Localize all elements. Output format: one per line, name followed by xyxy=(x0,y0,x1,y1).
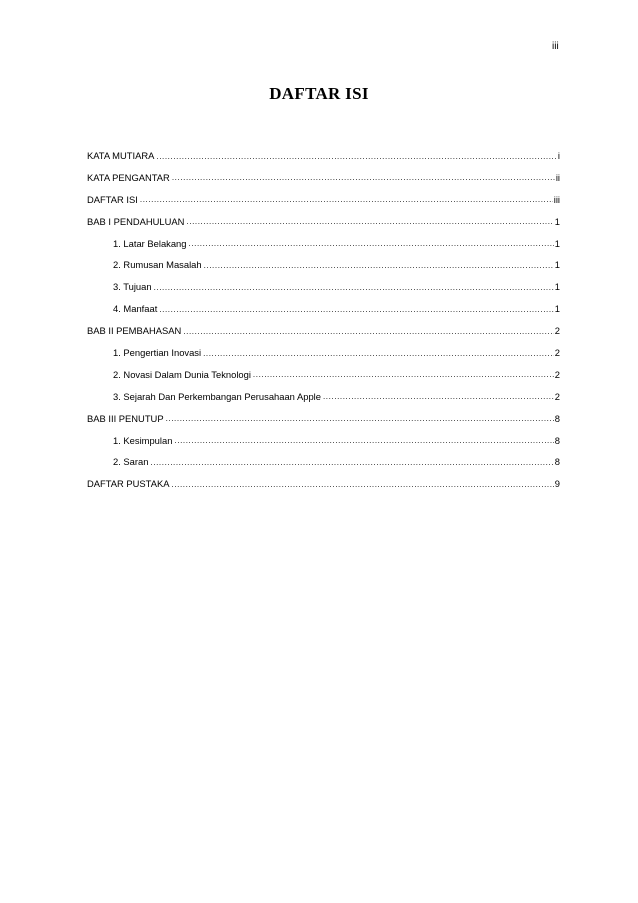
toc-entry[interactable] xyxy=(87,281,560,303)
dot-leader xyxy=(323,390,554,401)
toc-entry-page: 1 xyxy=(554,303,560,315)
dot-leader xyxy=(140,193,553,204)
toc-entry-label: BAB III PENUTUP xyxy=(87,412,164,424)
toc-entry-page: 8 xyxy=(554,434,560,446)
toc-entry-page: 8 xyxy=(554,456,560,468)
dot-leader xyxy=(150,456,553,467)
toc-entry[interactable] xyxy=(87,413,560,435)
dot-leader xyxy=(183,325,553,336)
dot-leader xyxy=(171,478,553,489)
toc-entry-label: BAB II PEMBAHASAN xyxy=(87,325,182,337)
toc-entry-label: BAB I PENDAHULUAN xyxy=(87,215,185,227)
toc-entry-page: 1 xyxy=(554,281,560,293)
dot-leader xyxy=(156,150,557,161)
toc-entry[interactable] xyxy=(87,347,560,369)
toc-entry[interactable] xyxy=(87,150,560,172)
toc-entry-page: 2 xyxy=(554,325,560,337)
dot-leader xyxy=(253,368,554,379)
toc-entry-label: 1. Latar Belakang xyxy=(113,237,187,249)
toc-entry[interactable] xyxy=(87,172,560,194)
dot-leader xyxy=(166,412,554,423)
toc-entry-label: 1. Pengertian Inovasi xyxy=(113,347,202,359)
toc-entry-label: KATA PENGANTAR xyxy=(87,171,170,183)
dot-leader xyxy=(204,259,554,270)
page-title: DAFTAR ISI xyxy=(269,84,369,103)
toc-entry-page: 2 xyxy=(554,347,560,359)
toc-entry-page: 2 xyxy=(554,368,560,380)
page-number: iii xyxy=(552,41,559,52)
dot-leader xyxy=(159,303,553,314)
toc-entry[interactable] xyxy=(87,303,560,325)
toc-entry[interactable] xyxy=(87,478,560,500)
toc-entry[interactable] xyxy=(87,435,560,457)
toc-entry-label: 1. Kesimpulan xyxy=(113,434,173,446)
toc-entry-label: 2. Rumusan Masalah xyxy=(113,259,202,271)
dot-leader xyxy=(154,281,554,292)
toc-entry-page: ii xyxy=(555,171,560,183)
dot-leader xyxy=(172,171,555,182)
toc-entry-page: 8 xyxy=(554,412,560,424)
toc-entry-label: 3. Tujuan xyxy=(113,281,152,293)
dot-leader xyxy=(186,215,553,226)
toc-entry-label: DAFTAR ISI xyxy=(87,193,138,205)
toc-entry[interactable] xyxy=(87,369,560,391)
toc-entry-label: DAFTAR PUSTAKA xyxy=(87,478,170,490)
toc-entry-page: iii xyxy=(553,193,560,205)
toc-entry-label: 3. Sejarah Dan Perkembangan Perusahaan Apple xyxy=(113,390,321,402)
toc-entry-label: KATA MUTIARA xyxy=(87,150,155,161)
toc-entry-page: 1 xyxy=(554,259,560,271)
toc-entry[interactable] xyxy=(87,238,560,260)
toc-entry[interactable] xyxy=(87,216,560,238)
dot-leader xyxy=(174,434,553,445)
toc-entry[interactable] xyxy=(87,391,560,413)
toc-entry[interactable] xyxy=(87,194,560,216)
toc-entry-page: 1 xyxy=(554,215,560,227)
table-of-contents xyxy=(87,150,560,500)
toc-entry[interactable] xyxy=(87,259,560,281)
dot-leader xyxy=(189,237,554,248)
toc-entry-page: 9 xyxy=(554,478,560,490)
toc-entry-label: 4. Manfaat xyxy=(113,303,158,315)
toc-entry-page: 1 xyxy=(554,237,560,249)
dot-leader xyxy=(203,347,554,358)
toc-entry-label: 2. Novasi Dalam Dunia Teknologi xyxy=(113,368,251,380)
toc-entry[interactable] xyxy=(87,325,560,347)
toc-entry-page: i xyxy=(557,150,560,161)
toc-entry-label: 2. Saran xyxy=(113,456,149,468)
toc-entry[interactable] xyxy=(87,456,560,478)
toc-entry-page: 2 xyxy=(554,390,560,402)
